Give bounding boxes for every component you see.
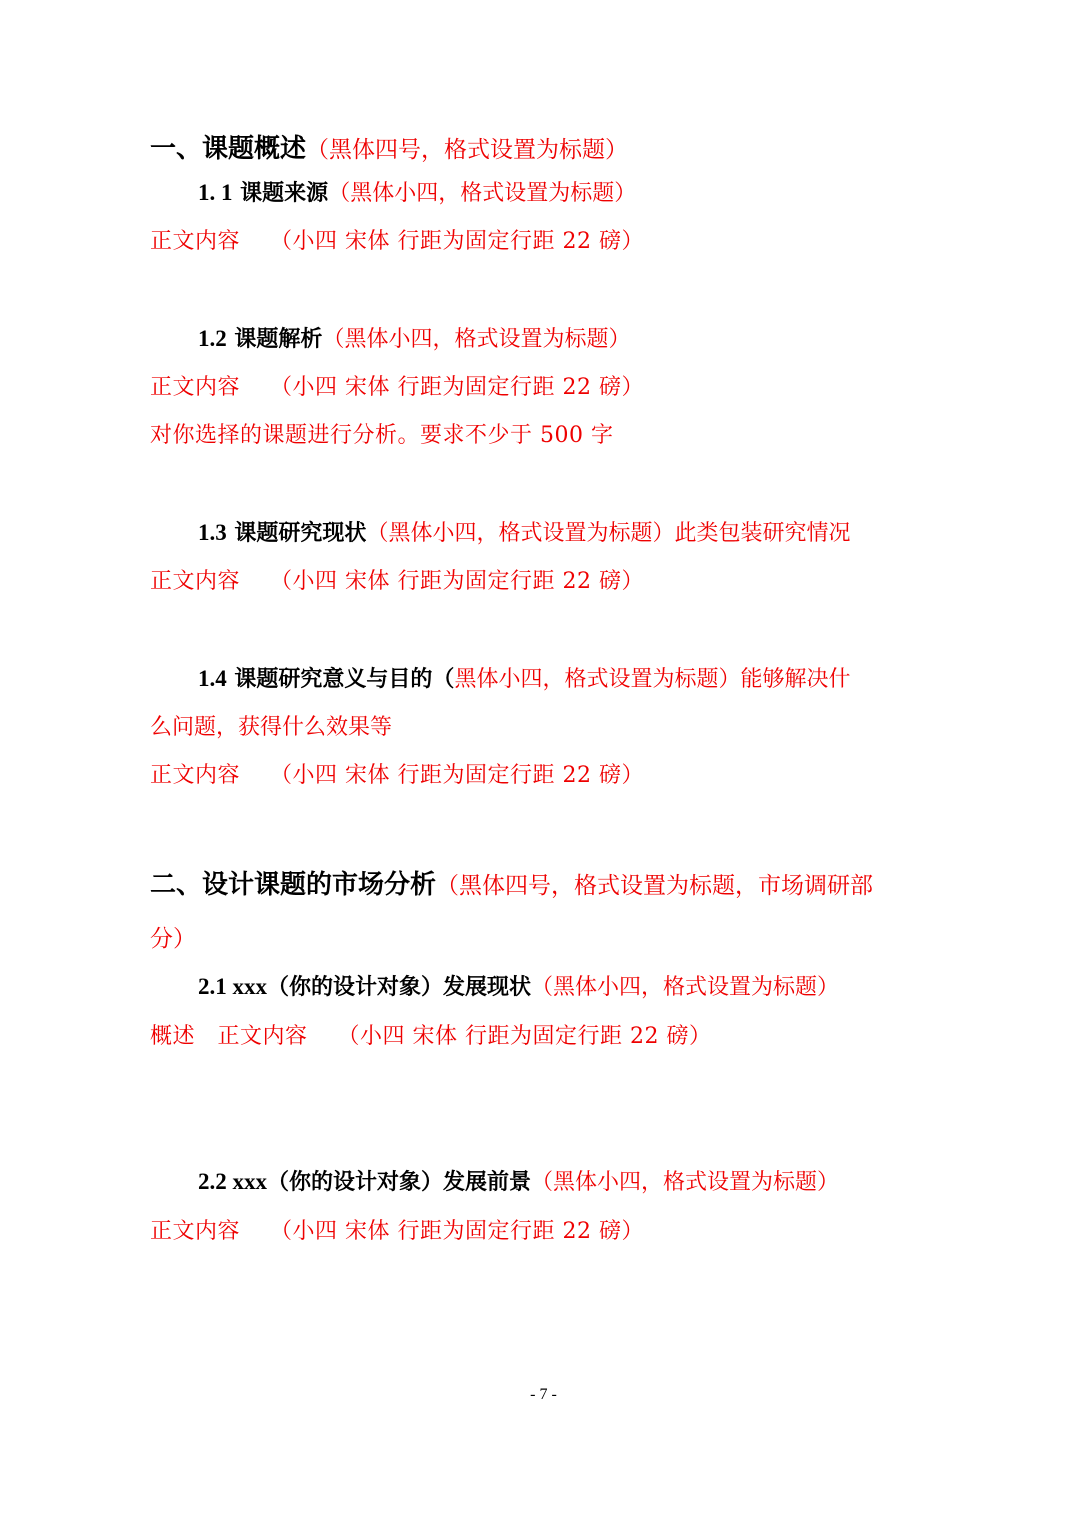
section-2-note: （黑体四号，格式设置为标题，市场调研部 (436, 873, 874, 899)
heading-2-2-note: （黑体小四，格式设置为标题） (531, 1170, 840, 1195)
heading-2-1 (198, 970, 839, 1001)
heading-1-1 (198, 176, 636, 207)
section-1-heading (150, 128, 628, 165)
body-1-2: 正文内容 （小四 宋体 行距为固定行距 22 磅） (150, 375, 644, 400)
heading-2-1-title: （你的设计对象）发展现状 (267, 975, 532, 1000)
heading-1-3 (198, 516, 850, 547)
heading-1-4-title: 课题研究意义与目的（ (234, 667, 455, 692)
page-number: - 7 - (530, 1386, 557, 1403)
heading-1-4 (198, 662, 850, 693)
body-1-3: 正文内容 （小四 宋体 行距为固定行距 22 磅） (150, 569, 644, 594)
section-2-title: 二、设计课题的市场分析 (150, 870, 437, 900)
heading-1-2-title: 课题解析 (234, 327, 323, 352)
section-1-title: 一、课题概述 (150, 134, 307, 164)
heading-1-4-note-continued: 么问题，获得什么效果等 (150, 715, 393, 740)
heading-1-2-number: 1.2 (198, 326, 227, 351)
heading-1-4-note: 黑体小四，格式设置为标题）能够解决什 (454, 667, 851, 692)
body-2-1: 概述 正文内容 （小四 宋体 行距为固定行距 22 磅） (150, 1024, 712, 1049)
heading-1-1-title: 课题来源 (240, 181, 329, 206)
body-1-4: 正文内容 （小四 宋体 行距为固定行距 22 磅） (150, 763, 644, 788)
section-1-note: （黑体四号，格式设置为标题） (306, 137, 629, 163)
heading-1-1-number: 1. 1 (198, 180, 233, 205)
section-2-heading (150, 864, 873, 901)
heading-2-1-number: 2.1 xxx (198, 974, 267, 999)
body-1-2-requirement: 对你选择的课题进行分析。要求不少于 500 字 (150, 423, 614, 448)
heading-1-3-note: （黑体小四，格式设置为标题）此类包装研究情况 (366, 521, 851, 546)
heading-2-2-title: （你的设计对象）发展前景 (267, 1170, 532, 1195)
heading-2-2-number: 2.2 xxx (198, 1169, 267, 1194)
body-1-1: 正文内容 （小四 宋体 行距为固定行距 22 磅） (150, 229, 644, 254)
heading-1-3-number: 1.3 (198, 520, 227, 545)
heading-1-3-title: 课题研究现状 (234, 521, 367, 546)
heading-2-2 (198, 1165, 839, 1196)
heading-1-2 (198, 322, 630, 353)
heading-1-2-note: （黑体小四，格式设置为标题） (322, 327, 631, 352)
heading-1-4-number: 1.4 (198, 666, 227, 691)
heading-1-1-note: （黑体小四，格式设置为标题） (328, 181, 637, 206)
body-2-2: 正文内容 （小四 宋体 行距为固定行距 22 磅） (150, 1219, 644, 1244)
section-2-note-continued: 分） (150, 926, 196, 952)
heading-2-1-note: （黑体小四，格式设置为标题） (531, 975, 840, 1000)
